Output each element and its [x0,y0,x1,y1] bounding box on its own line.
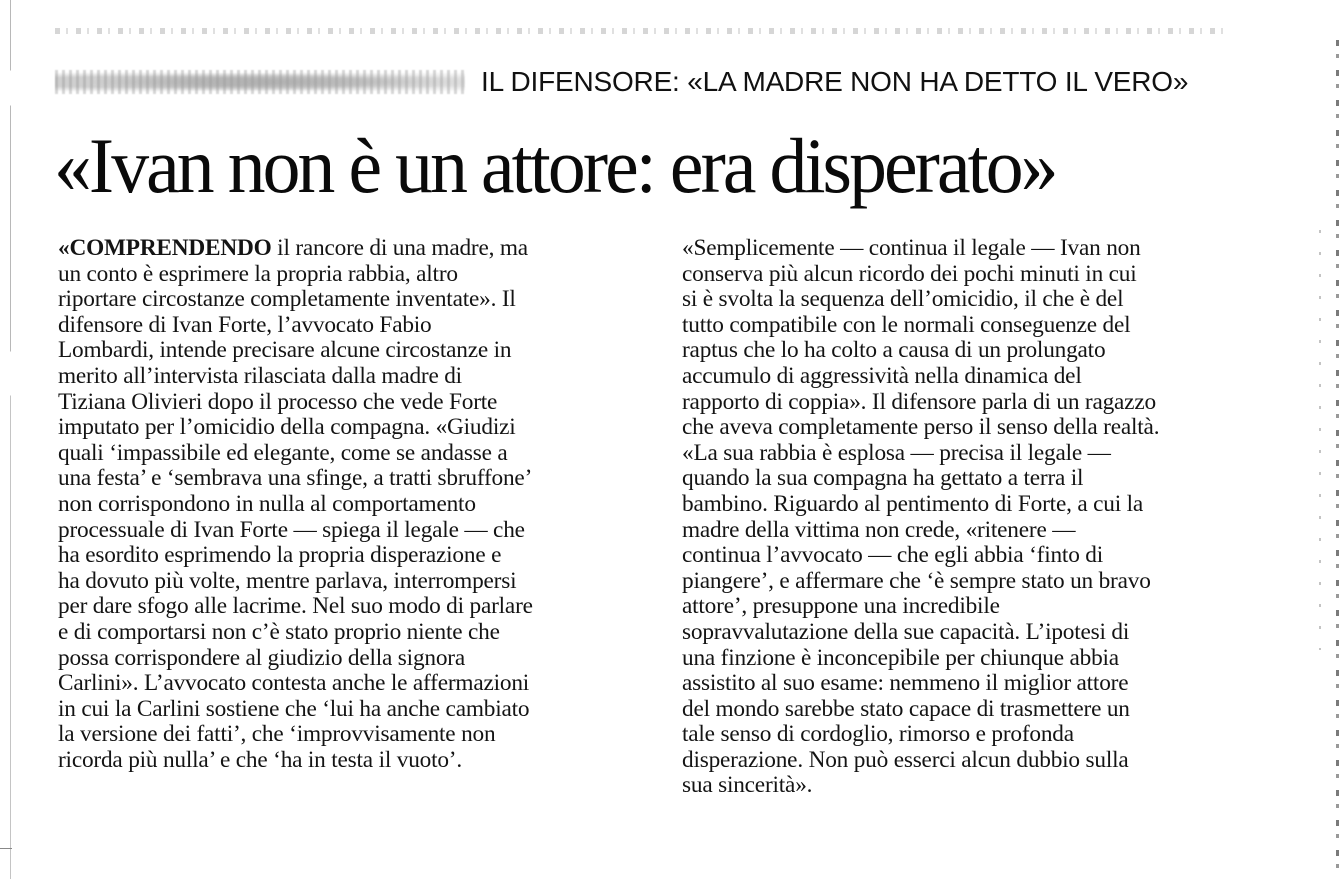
article-line: per dare sfogo alle lacrime. Nel suo modo di parlare [58,593,533,620]
article-column-right [682,236,1272,799]
article-line: difensore di Ivan Forte, l’avvocato Fabio [58,311,432,338]
article-line: ricorda più nulla’ e che ‘ha in testa il vuoto’. [58,746,462,773]
article-line: imputato per l’omicidio della compagna. «Giudizi [58,414,516,441]
illegible-smudge [55,70,465,94]
article-line: rapporto di coppia». Il difensore parla di un ragazzo [682,388,1156,415]
article-line: del mondo sarebbe stato capace di trasmettere un [682,695,1130,722]
article-line: merito all’intervista rilasciata dalla madre di [58,362,462,389]
article-line: un conto è esprimere la propria rabbia, altro [58,260,458,287]
article-line: piangere’, e affermare che ‘è sempre stato un bravo [682,567,1151,594]
article-line: madre della vittima non crede, «ritenere — [682,516,1076,543]
article-line: e di comportarsi non c’è stato proprio niente che [58,618,500,645]
scan-edge-right-inner [1319,230,1321,650]
article-line: tale senso di cordoglio, rimorso e profonda [682,721,1074,748]
headline: «Ivan non è un attore: era disperato» [54,122,1056,209]
article-line: accumulo di aggressività nella dinamica del [682,362,1082,389]
article-line: Carlini». L’avvocato contesta anche le affermazioni [58,670,530,697]
article-line: Lombardi, intende precisare alcune circostanze in [58,337,512,364]
scan-edge-right [1336,40,1339,879]
article-line: una finzione è inconcepibile per chiunque abbia [682,644,1119,671]
article-line: attore’, presuppone una incredibile [682,593,1000,620]
article-line: tutto compatibile con le normali conseguenze del [682,311,1131,338]
article-line: una festa’ e ‘sembrava una sfinge, a tratti sbruffone’ [58,465,533,492]
article-line: Tiziana Olivieri dopo il processo che vede Forte [58,388,498,415]
kicker-line [55,64,1275,100]
article-line: quali ‘impassibile ed elegante, come se andasse a [58,439,508,466]
article-line: riportare circostanze completamente inventate». Il [58,286,516,313]
article-line: processuale di Ivan Forte — spiega il legale — che [58,516,525,543]
article-line: possa corrispondere al giudizio della signora [58,644,465,671]
scan-crop-mark [0,848,12,849]
article-line: non corrispondono in nulla al comportamento [58,490,476,517]
scan-noise-strip [55,28,1225,34]
article-line [58,236,648,262]
article-line: conserva più alcun ricordo dei pochi minuti in cui [682,260,1137,287]
article-line: disperazione. Non può esserci alcun dubbio sulla [682,746,1129,773]
article-line: assistito al suo esame: nemmeno il miglior attore [682,670,1129,697]
article-line: quando la sua compagna ha gettato a terra il [682,465,1084,492]
article-line: che aveva completamente perso il senso della realtà. [682,414,1160,441]
lead-word: «COMPRENDENDO [58,235,272,261]
article-line-text: il rancore di una madre, ma [271,235,528,261]
scan-edge-left [10,0,11,879]
article-line: ha dovuto più volte, mentre parlava, interrompersi [58,567,517,594]
article-line: si è svolta la sequenza dell’omicidio, il che è del [682,286,1124,313]
article-line: bambino. Riguardo al pentimento di Forte, a cui la [682,490,1144,517]
article-line: la versione dei fatti’, che ‘improvvisamente non [58,721,496,748]
article-line: sua sincerità». [682,772,813,799]
article-line: sopravvalutazione della sue capacità. L’ipotesi di [682,618,1130,645]
article-line: ha esordito esprimendo la propria disperazione e [58,542,502,569]
article-line: raptus che lo ha colto a causa di un prolungato [682,337,1106,364]
article-column-left [58,236,648,773]
article-line: continua l’avvocato — che egli abbia ‘finto di [682,542,1103,569]
kicker-text: IL DIFENSORE: «LA MADRE NON HA DETTO IL VERO» [481,66,1189,97]
article-line: «Semplicemente — continua il legale — Ivan non [682,235,1141,261]
article-line: in cui la Carlini sostiene che ‘lui ha anche cambiato [58,695,530,722]
article-line: «La sua rabbia è esplosa — precisa il legale — [682,439,1111,466]
